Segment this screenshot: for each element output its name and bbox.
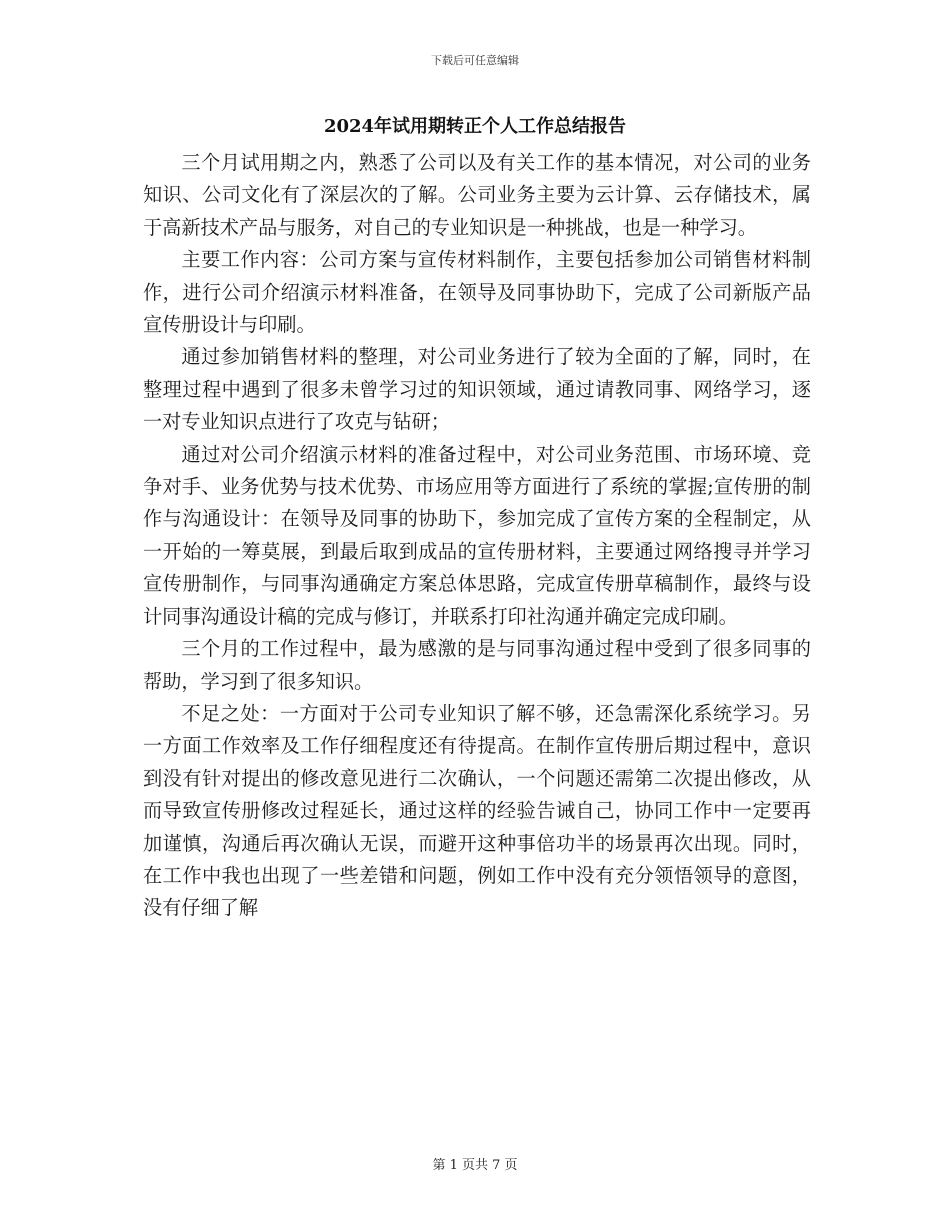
paragraph-presentation-brochure: 通过对公司介绍演示材料的准备过程中，对公司业务范围、市场环境、竞争对手、业务优势与技术优势、市场应用等方面进行了系统的掌握;宣传册的制作与沟通设计：在领导及同事的协助下，参加完成了宣传方案的全程制定，从一开始的一筹莫展，到最后取到成品的宣传册材料，主要通过网络搜寻并学习宣传册制作，与同事沟通确定方案总体思路，完成宣传册草稿制作，最终与设计同事沟通设计稿的完成与修订，并联系打印社沟通并确定完成印刷。 <box>143 442 811 628</box>
document-body <box>143 147 811 925</box>
paragraph-main-work: 主要工作内容：公司方案与宣传材料制作，主要包括参加公司销售材料制作，进行公司介绍演示材料准备，在领导及同事协助下，完成了公司新版产品宣传册设计与印刷。 <box>143 248 811 337</box>
paragraph-sales-materials: 通过参加销售材料的整理，对公司业务进行了较为全面的了解，同时，在整理过程中遇到了很多未曾学习过的知识领域，通过请教同事、网络学习，逐一对专业知识点进行了攻克与钻研； <box>143 345 811 434</box>
page-header-note: 下载后可任意编辑 <box>431 54 519 67</box>
document-title: 2024年试用期转正个人工作总结报告 <box>323 116 627 137</box>
paragraph-intro: 三个月试用期之内，熟悉了公司以及有关工作的基本情况，对公司的业务知识、公司文化有了深层次的了解。公司业务主要为云计算、云存储技术，属于高新技术产品与服务，对自己的专业知识是一种挑战，也是一种学习。 <box>143 151 811 239</box>
page-number: 第 1 页共 7 页 <box>432 1158 518 1173</box>
paragraph-shortcomings: 不足之处：一方面对于公司专业知识了解不够，还急需深化系统学习。另一方面工作效率及工作仔细程度还有待提高。在制作宣传册后期过程中，意识到没有针对提出的修改意见进行二次确认，一个问题还需第二次提出修改，从而导致宣传册修改过程延长，通过这样的经验告诫自己，协同工作中一定要再加谨慎，沟通后再次确认无误，而避开这种事倍功半的场景再次出现。同时，在工作中我也出现了一些差错和问题，例如工作中没有充分领悟领导的意图，没有仔细了解 <box>143 701 811 920</box>
paragraph-gratitude: 三个月的工作过程中，最为感激的是与同事沟通过程中受到了很多同事的帮助，学习到了很多知识。 <box>143 637 811 693</box>
